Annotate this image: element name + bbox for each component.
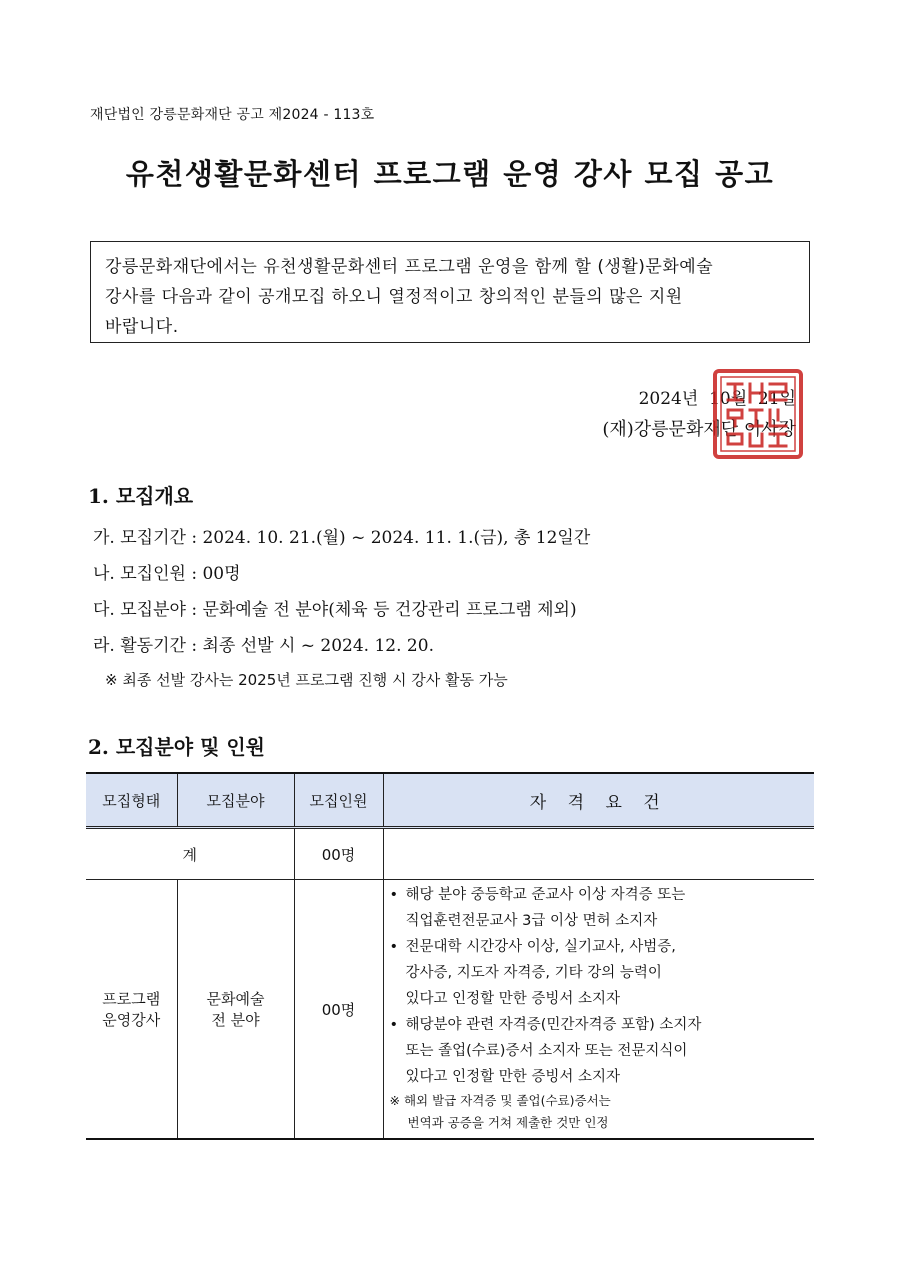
recruit-type-line: 프로그램: [102, 990, 161, 1008]
recruit-field-line: 문화예술: [206, 990, 265, 1008]
qualification-note-line: 번역과 공증을 거쳐 제출한 것만 인정: [407, 1115, 609, 1130]
qualification-note: [390, 1090, 811, 1134]
recruit-type: [86, 880, 177, 1140]
qualification-item: [390, 934, 811, 1012]
intro-box: [90, 241, 810, 343]
recruitment-table: [86, 772, 814, 1140]
total-row: [86, 828, 814, 880]
overview-field: 다. 모집분야 : 문화예술 전 분야(체육 등 건강관리 프로그램 제외): [93, 600, 577, 620]
notice-date: 2024년 10월 21일: [638, 389, 796, 409]
qualification-line: 또는 졸업(수료)증서 소지자 또는 전문지식이: [405, 1043, 688, 1059]
total-requirements: [383, 828, 814, 880]
total-label: 계: [86, 828, 294, 880]
qualification-line: 해당분야 관련 자격증(민간자격증 포함) 소지자: [405, 1017, 702, 1033]
bullet-icon: •: [389, 887, 399, 903]
header-requirements: 자 격 요 건: [383, 773, 814, 828]
qualification-note-line: ※ 해외 발급 자격증 및 졸업(수료)증서는: [389, 1093, 611, 1108]
table-header-row: [86, 773, 814, 828]
qualification-line: 전문대학 시간강사 이상, 실기교사, 사범증,: [405, 939, 676, 955]
notice-number: 재단법인 강릉문화재단 공고 제2024 - 113호: [90, 107, 375, 123]
organization-name: (재)강릉문화재단 이사장: [602, 419, 796, 440]
intro-line: 강사를 다음과 같이 공개모집 하오니 열정적이고 창의적인 분들의 많은 지원: [105, 287, 683, 307]
recruit-type-line: 운영강사: [102, 1011, 161, 1029]
overview-list: [93, 520, 590, 696]
header-field: 모집분야: [177, 773, 294, 828]
overview-period: 가. 모집기간 : 2024. 10. 21.(월) ~ 2024. 11. 1.(금), 총 12일간: [93, 528, 591, 548]
qualifications: [383, 880, 814, 1140]
overview-note: ※ 최종 선발 강사는 2025년 프로그램 진행 시 강사 활동 가능: [105, 671, 508, 689]
qualification-line: 있다고 인정할 만한 증빙서 소지자: [405, 1069, 621, 1085]
qualification-item: [390, 1012, 811, 1090]
official-seal: [712, 368, 804, 460]
table-row: [86, 880, 814, 1140]
page-title: 유천생활문화센터 프로그램 운영 강사 모집 공고: [125, 157, 775, 191]
overview-activity-period: 라. 활동기간 : 최종 선발 시 ~ 2024. 12. 20.: [93, 636, 434, 656]
qualification-item: [390, 882, 811, 934]
qualification-line: 해당 분야 중등학교 준교사 이상 자격증 또는: [405, 887, 686, 903]
section2-heading: 2. 모집분야 및 인원: [88, 735, 266, 759]
bullet-icon: •: [389, 939, 399, 955]
header-count: 모집인원: [294, 773, 383, 828]
total-count: 00명: [294, 828, 383, 880]
intro-line: 강릉문화재단에서는 유천생활문화센터 프로그램 운영을 함께 할 (생활)문화예술: [105, 257, 714, 277]
section1-heading: 1. 모집개요: [88, 484, 194, 508]
recruit-count: 00명: [294, 880, 383, 1140]
recruit-field-line: 전 분야: [211, 1011, 260, 1029]
qualification-line: 강사증, 지도자 자격증, 기타 강의 능력이: [405, 965, 662, 981]
header-type: 모집형태: [86, 773, 177, 828]
overview-headcount: 나. 모집인원 : 00명: [93, 564, 241, 584]
qualification-line: 있다고 인정할 만한 증빙서 소지자: [405, 991, 621, 1007]
recruit-field: [177, 880, 294, 1140]
qualification-line: 직업훈련전문교사 3급 이상 면허 소지자: [405, 913, 658, 929]
intro-line: 바랍니다.: [105, 317, 179, 337]
bullet-icon: •: [389, 1017, 399, 1033]
